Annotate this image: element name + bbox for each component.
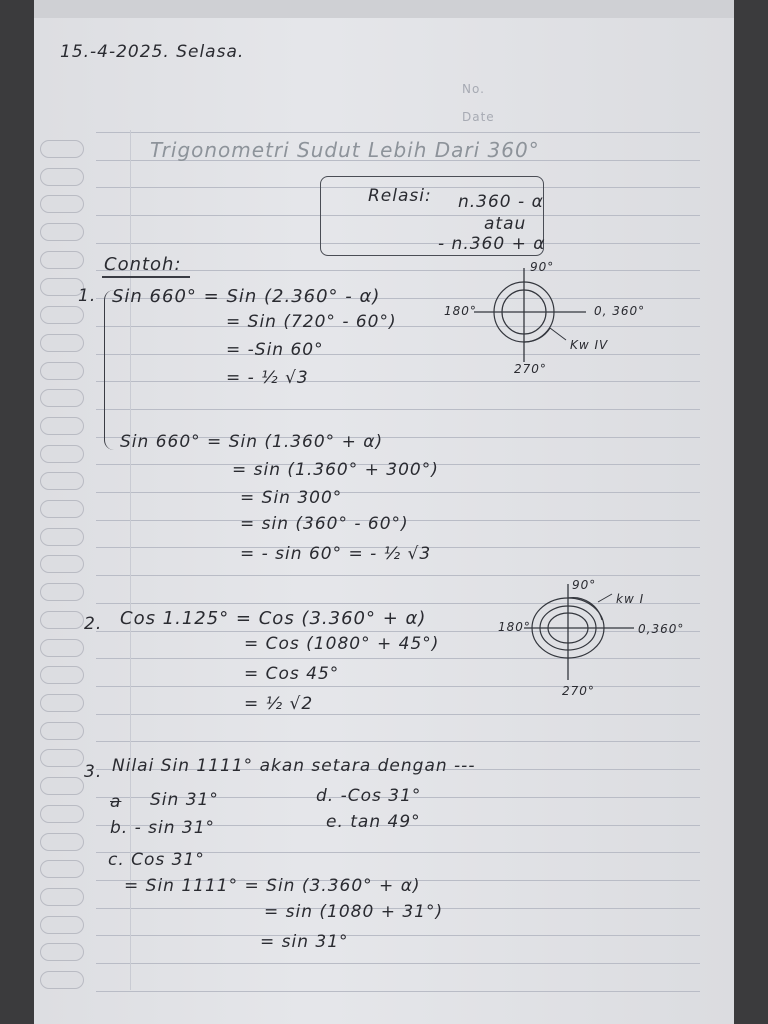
ex2-line4: = ½ √2 [244, 694, 314, 714]
binder-hole [40, 306, 84, 324]
d2-label-bottom: 270° [562, 684, 595, 698]
ruled-line [96, 409, 700, 410]
page-title: Trigonometri Sudut Lebih Dari 360° [150, 138, 540, 162]
ex3-option-e: e. tan 49° [326, 812, 421, 832]
d2-label-top: 90° [572, 578, 597, 592]
binder-hole [40, 860, 84, 878]
ex1-number: 1. [78, 286, 97, 306]
contoh-underline [102, 276, 190, 278]
ex2-line2: = Cos (1080° + 45°) [244, 634, 440, 654]
binder-hole [40, 555, 84, 573]
binder-hole [40, 833, 84, 851]
d1-label-bottom: 270° [514, 362, 547, 376]
binder-hole [40, 389, 84, 407]
d2-quadrant-label: kw I [616, 592, 645, 606]
relasi-label: Relasi: [368, 186, 432, 206]
ex1-line4: = - ½ √3 [226, 368, 309, 388]
d1-quadrant-label: Kw IV [570, 338, 609, 352]
page-top-edge [34, 0, 734, 18]
ex3-step3: = sin 31° [260, 932, 349, 952]
d1-label-left: 180° [444, 304, 477, 318]
ruled-line [96, 714, 700, 715]
ex3-option-b: b. - sin 31° [110, 818, 216, 838]
quadrant-diagram-1 [446, 262, 666, 382]
relasi-line2: atau [484, 214, 527, 234]
binder-hole [40, 694, 84, 712]
ex2-line3: = Cos 45° [244, 664, 340, 684]
ex1-line2: = Sin (720° - 60°) [226, 312, 397, 332]
ruled-line [96, 575, 700, 576]
binder-hole [40, 500, 84, 518]
binder-hole [40, 168, 84, 186]
d1-label-top: 90° [530, 260, 555, 274]
ex1-line3: = -Sin 60° [226, 340, 324, 360]
ex3-option-c: c. Cos 31° [108, 850, 205, 870]
d2-label-left: 180° [498, 620, 531, 634]
binder-hole [40, 445, 84, 463]
example1-brace [104, 290, 115, 450]
ruled-line [96, 991, 700, 992]
ex1-line6: = sin (1.360° + 300°) [232, 460, 439, 480]
ruled-line [96, 741, 700, 742]
binder-hole [40, 888, 84, 906]
binder-hole [40, 943, 84, 961]
binder-hole [40, 805, 84, 823]
no-label: No. [462, 82, 485, 96]
binder-hole [40, 195, 84, 213]
binder-hole [40, 528, 84, 546]
binder-hole [40, 140, 84, 158]
binder-hole [40, 611, 84, 629]
d2-label-right: 0,360° [638, 622, 685, 636]
binder-hole [40, 583, 84, 601]
ex1-line5: Sin 660° = Sin (1.360° + α) [120, 432, 384, 452]
ruled-line [96, 963, 700, 964]
binder-hole [40, 916, 84, 934]
ex3-step2: = sin (1080 + 31°) [264, 902, 444, 922]
d1-label-right: 0, 360° [594, 304, 646, 318]
binder-hole [40, 777, 84, 795]
ex2-line1: Cos 1.125° = Cos (3.360° + α) [120, 608, 427, 629]
relasi-line1: n.360 - α [458, 192, 544, 212]
binder-hole [40, 722, 84, 740]
ex3-option-d: d. -Cos 31° [316, 786, 422, 806]
ruled-line [96, 492, 700, 493]
binder-hole [40, 251, 84, 269]
binder-hole [40, 223, 84, 241]
ruled-line [96, 935, 700, 936]
binder-hole [40, 971, 84, 989]
ex1-line9: = - sin 60° = - ½ √3 [240, 544, 432, 564]
date-label: Date [462, 110, 495, 124]
ex3-question: Nilai Sin 1111° akan setara dengan --- [112, 756, 476, 776]
ex2-number: 2. [84, 614, 103, 634]
binder-hole [40, 472, 84, 490]
ex1-line7: = Sin 300° [240, 488, 343, 508]
ex1-line1: Sin 660° = Sin (2.360° - α) [112, 286, 381, 307]
ex1-line8: = sin (360° - 60°) [240, 514, 409, 534]
ex3-option-a-mark: a [110, 792, 122, 812]
ex3-number: 3. [84, 762, 103, 782]
binder-hole [40, 666, 84, 684]
binder-hole [40, 362, 84, 380]
binder-hole [40, 639, 84, 657]
relasi-line3: - n.360 + α [438, 234, 546, 254]
date-heading: 15.-4-2025. Selasa. [60, 42, 245, 62]
binder-hole [40, 334, 84, 352]
binder-hole [40, 417, 84, 435]
binder-hole [40, 749, 84, 767]
ruled-line [96, 132, 700, 133]
ex3-step1: = Sin 1111° = Sin (3.360° + α) [124, 876, 421, 896]
ex3-option-a: Sin 31° [150, 790, 219, 810]
contoh-label: Contoh: [104, 254, 182, 275]
